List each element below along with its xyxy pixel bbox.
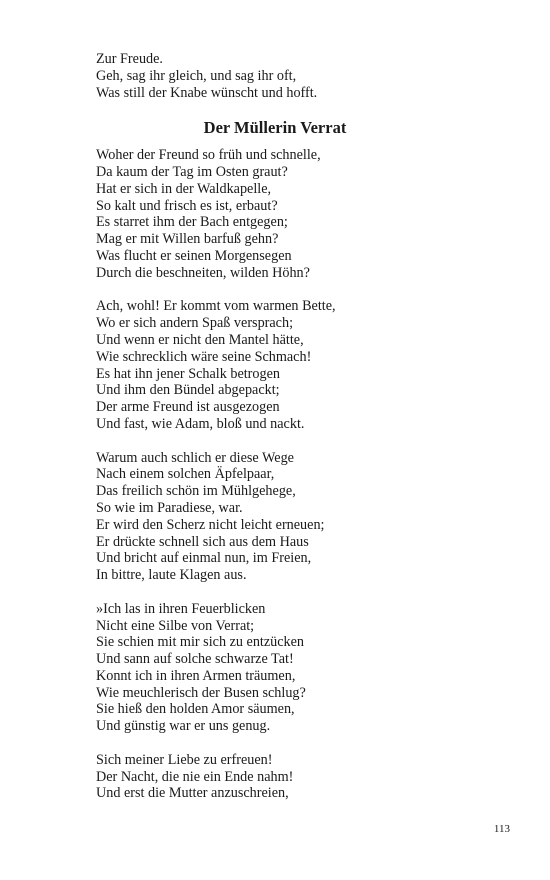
verse-line: Es hat ihn jener Schalk betrogen — [96, 365, 280, 382]
verse-line: So wie im Paradiese, war. — [96, 499, 243, 516]
verse-line: Was still der Knabe wünscht und hofft. — [96, 84, 318, 101]
stanza-3 — [96, 450, 516, 584]
verse-line: »Ich las in ihren Feuerblicken — [96, 600, 266, 617]
page-number: 113 — [493, 823, 510, 835]
verse-line: Nicht eine Silbe von Verrat; — [96, 617, 255, 634]
stanza-1 — [96, 147, 516, 281]
verse-line: Und erst die Mutter anzuschreien, — [96, 785, 289, 802]
verse-line: Da kaum der Tag im Osten graut? — [96, 163, 288, 180]
verse-line: Der Nacht, die nie ein Ende nahm! — [96, 768, 294, 785]
stanza-2 — [96, 298, 516, 432]
verse-line: Es starret ihm der Bach entgegen; — [96, 214, 288, 231]
verse-line: Sie hieß den holden Amor säumen, — [96, 701, 295, 718]
stanza-previous-poem-ending — [96, 51, 516, 101]
verse-line: In bittre, laute Klagen aus. — [96, 567, 247, 584]
verse-line: Er drückte schnell sich aus dem Haus — [96, 533, 309, 550]
verse-line: Der arme Freund ist ausgezogen — [96, 399, 280, 416]
verse-line: Sich meiner Liebe zu erfreuen! — [96, 751, 273, 768]
verse-line: Das freilich schön im Mühlgehege, — [96, 483, 296, 500]
verse-line: Und fast, wie Adam, bloß und nackt. — [96, 415, 305, 432]
verse-line: Ach, wohl! Er kommt vom warmen Bette, — [96, 298, 336, 315]
stanza-4 — [96, 601, 516, 735]
verse-line: Und sann auf solche schwarze Tat! — [96, 651, 294, 668]
stanza-5 — [96, 752, 516, 802]
verse-line: Wie meuchlerisch der Busen schlug? — [96, 684, 306, 701]
verse-line: Wo er sich andern Spaß versprach; — [96, 315, 294, 332]
verse-line: Woher der Freund so früh und schnelle, — [96, 147, 321, 164]
verse-line: Und günstig war er uns genug. — [96, 718, 271, 735]
verse-line: Konnt ich in ihren Armen träumen, — [96, 667, 296, 684]
verse-line: Hat er sich in der Waldkapelle, — [96, 180, 272, 197]
verse-line: Mag er mit Willen barfuß gehn? — [96, 231, 279, 248]
verse-line: Und ihm den Bündel abgepackt; — [96, 382, 280, 399]
verse-line: Geh, sag ihr gleich, und sag ihr oft, — [96, 67, 297, 84]
verse-line: Sie schien mit mir sich zu entzücken — [96, 634, 305, 651]
verse-line: Wie schrecklich wäre seine Schmach! — [96, 348, 312, 365]
book-page — [96, 51, 516, 802]
verse-line: Und bricht auf einmal nun, im Freien, — [96, 550, 312, 567]
verse-line: Zur Freude. — [96, 51, 163, 67]
verse-line: Er wird den Scherz nicht leicht erneuen; — [96, 516, 325, 533]
verse-line: So kalt und frisch es ist, erbaut? — [96, 197, 278, 214]
poem-title: Der Müllerin Verrat — [203, 118, 347, 138]
verse-line: Durch die beschneiten, wilden Höhn? — [96, 264, 310, 281]
verse-line: Nach einem solchen Äpfelpaar, — [96, 466, 275, 483]
verse-line: Warum auch schlich er diese Wege — [96, 449, 294, 466]
verse-line: Was flucht er seinen Morgensegen — [96, 247, 292, 264]
verse-line: Und wenn er nicht den Mantel hätte, — [96, 331, 304, 348]
